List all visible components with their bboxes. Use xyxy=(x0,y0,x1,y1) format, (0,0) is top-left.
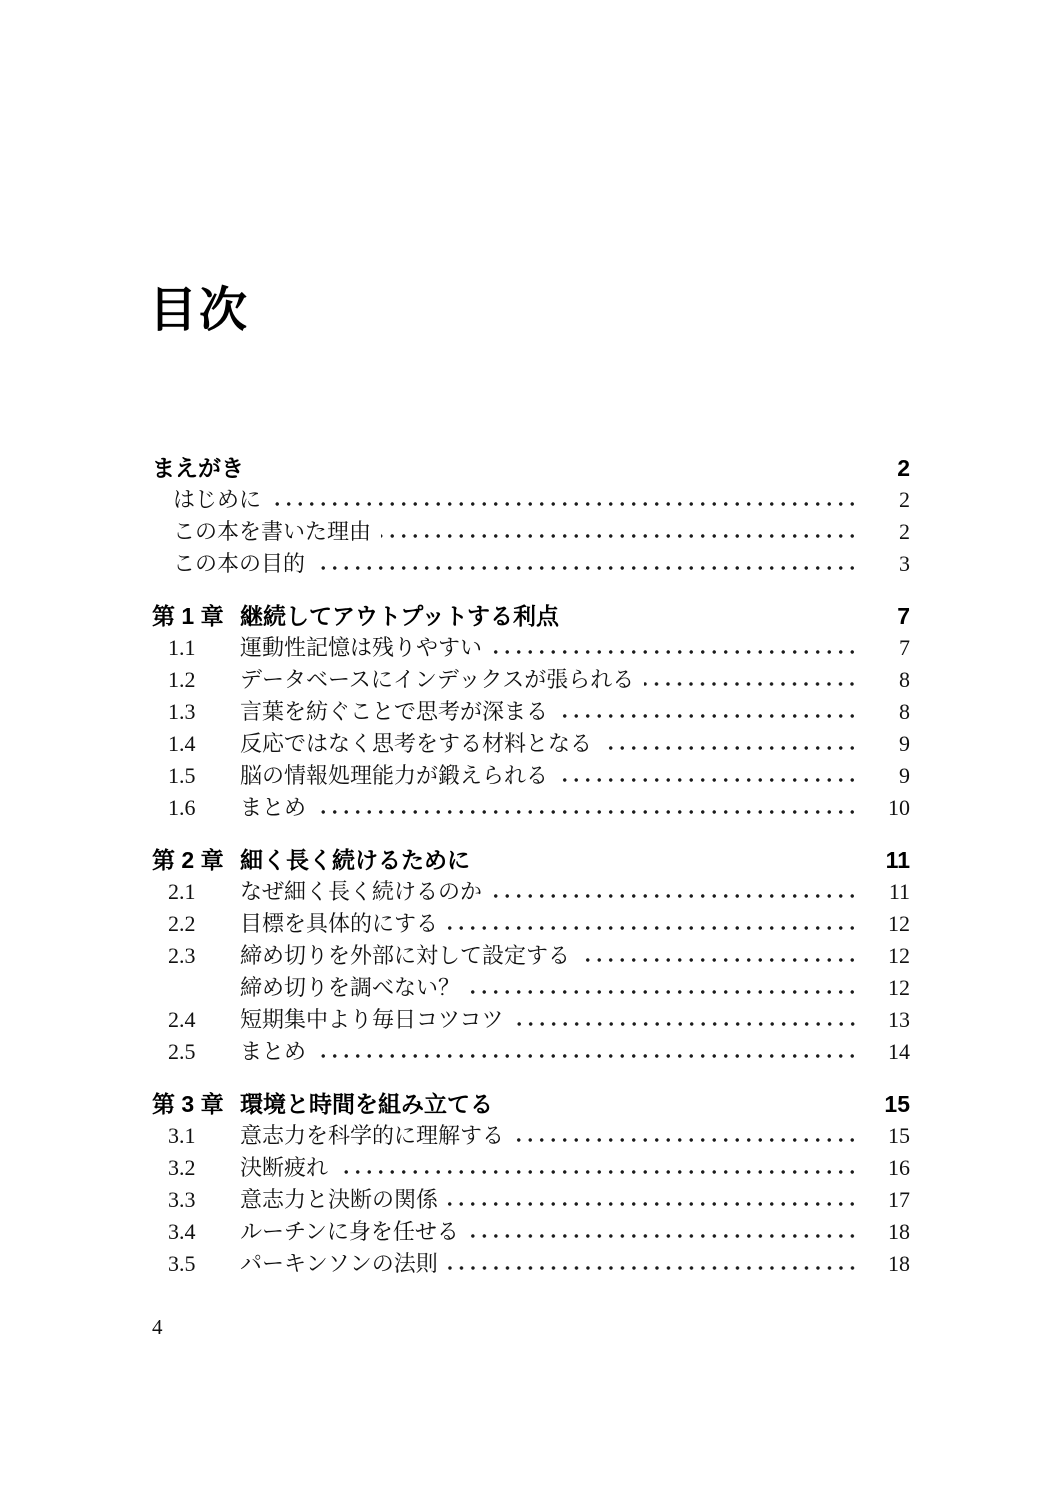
toc-entry xyxy=(152,1248,910,1280)
entry-page-number: 13 xyxy=(888,1007,910,1032)
leader-dots xyxy=(602,728,860,760)
entry-number: 1.4 xyxy=(168,731,196,756)
chapter-page-number: 2 xyxy=(897,455,910,481)
entry-title: 締め切りを調べない？ xyxy=(240,975,461,1000)
toc-group xyxy=(152,600,910,824)
entry-page-number: 2 xyxy=(899,487,910,512)
entry-title: なぜ細く長く続けるのか xyxy=(240,879,483,904)
leader-spacer xyxy=(470,844,874,876)
entry-page-number: 14 xyxy=(888,1039,910,1064)
leader-dots xyxy=(469,1216,860,1248)
entry-page-number: 3 xyxy=(899,551,910,576)
entry-number: 2.5 xyxy=(168,1039,196,1064)
entry-title: 短期集中より毎日コツコツ xyxy=(240,1007,504,1032)
toc-group xyxy=(152,1088,910,1280)
leader-dots xyxy=(271,484,860,516)
entry-title: 締め切りを外部に対して設定する xyxy=(240,943,571,968)
toc-entry xyxy=(152,1216,910,1248)
leader-dots xyxy=(448,908,860,940)
leader-dots xyxy=(492,632,860,664)
chapter-label: 第 3 章 xyxy=(152,1091,224,1117)
entry-title: 反応ではなく思考をする材料となる xyxy=(240,731,593,756)
chapter-page-number: 15 xyxy=(884,1091,910,1117)
entry-page-number: 10 xyxy=(888,795,910,820)
page-title: 目次 xyxy=(149,284,250,337)
entry-page-number: 8 xyxy=(899,667,910,692)
chapter-label: 第 1 章 xyxy=(152,603,224,629)
entry-title: ルーチンに身を任せる xyxy=(240,1219,459,1244)
entry-number: 2.3 xyxy=(168,943,196,968)
leader-dots xyxy=(316,1036,860,1068)
leader-spacer xyxy=(493,1088,874,1120)
toc-entry xyxy=(152,1004,910,1036)
entry-title: 意志力と決断の関係 xyxy=(240,1187,439,1212)
leader-dots xyxy=(448,1184,860,1216)
entry-number: 3.5 xyxy=(168,1251,196,1276)
leader-dots xyxy=(470,972,860,1004)
toc-entry xyxy=(152,940,910,972)
entry-number: 3.2 xyxy=(168,1155,196,1180)
entry-title: この本を書いた理由 xyxy=(173,519,372,544)
entry-title: 目標を具体的にする xyxy=(240,911,439,936)
entry-number xyxy=(152,972,240,1004)
leader-spacer xyxy=(244,452,874,484)
entry-number: 2.1 xyxy=(168,879,196,904)
toc-group xyxy=(152,844,910,1068)
entry-number: 3.3 xyxy=(168,1187,196,1212)
entry-number: 1.2 xyxy=(168,667,196,692)
entry-title: 脳の情報処理能力が鍛えられる xyxy=(240,763,549,788)
toc-group xyxy=(152,452,910,580)
toc-entry xyxy=(152,664,910,696)
toc-chapter-heading xyxy=(152,452,910,484)
entry-number: 1.1 xyxy=(168,635,196,660)
entry-page-number: 11 xyxy=(888,879,910,904)
toc-entry xyxy=(152,1036,910,1068)
entry-number: 1.5 xyxy=(168,763,196,788)
leader-dots xyxy=(381,516,860,548)
toc-entry xyxy=(152,696,910,728)
entry-number: 2.2 xyxy=(168,911,196,936)
toc-entry xyxy=(152,1152,910,1184)
toc-entry xyxy=(152,548,910,580)
entry-page-number: 15 xyxy=(888,1123,910,1148)
chapter-label: まえがき xyxy=(152,455,244,481)
chapter-page-number: 7 xyxy=(897,603,910,629)
toc-entry xyxy=(152,876,910,908)
leader-dots xyxy=(315,548,860,580)
toc-list xyxy=(152,452,910,1280)
leader-dots xyxy=(580,940,860,972)
entry-title: 運動性記憶は残りやすい xyxy=(240,635,483,660)
entry-page-number: 9 xyxy=(899,763,910,788)
leader-dots xyxy=(644,664,860,696)
entry-page-number: 12 xyxy=(888,911,910,936)
entry-title: 意志力を科学的に理解する xyxy=(240,1123,505,1148)
toc-chapter-heading xyxy=(152,1088,910,1120)
leader-dots xyxy=(558,760,860,792)
entry-title: 決断疲れ xyxy=(240,1155,329,1180)
toc-entry xyxy=(152,792,910,824)
entry-page-number: 2 xyxy=(899,519,910,544)
leader-dots xyxy=(316,792,860,824)
leader-dots xyxy=(514,1120,860,1152)
toc-entry xyxy=(152,516,910,548)
entry-number: 1.3 xyxy=(168,699,196,724)
chapter-title: 細く長く続けるために xyxy=(240,847,470,873)
entry-title: パーキンソンの法則 xyxy=(240,1251,438,1276)
entry-title: 言葉を紡ぐことで思考が深まる xyxy=(240,699,549,724)
entry-page-number: 18 xyxy=(888,1251,910,1276)
chapter-title: 環境と時間を組み立てる xyxy=(240,1091,493,1117)
entry-page-number: 12 xyxy=(888,943,910,968)
toc-entry xyxy=(152,908,910,940)
toc-entry xyxy=(152,728,910,760)
footer-page-number: 4 xyxy=(152,1315,163,1339)
toc-chapter-heading xyxy=(152,844,910,876)
toc-entry xyxy=(152,1120,910,1152)
toc-entry xyxy=(152,972,910,1004)
leader-dots xyxy=(492,876,860,908)
toc-chapter-heading xyxy=(152,600,910,632)
entry-page-number: 7 xyxy=(899,635,910,660)
leader-spacer xyxy=(559,600,874,632)
entry-title: データベースにインデックスが張られる xyxy=(240,667,635,692)
toc-entry xyxy=(152,760,910,792)
toc-entry xyxy=(152,1184,910,1216)
entry-page-number: 9 xyxy=(899,731,910,756)
leader-dots xyxy=(448,1248,860,1280)
entry-page-number: 18 xyxy=(888,1219,910,1244)
entry-page-number: 16 xyxy=(888,1155,910,1180)
leader-dots xyxy=(514,1004,860,1036)
leader-dots xyxy=(338,1152,860,1184)
entry-number: 1.6 xyxy=(168,795,196,820)
toc-entry xyxy=(152,632,910,664)
entry-number: 3.4 xyxy=(168,1219,196,1244)
entry-page-number: 12 xyxy=(888,975,910,1000)
entry-title: はじめに xyxy=(173,487,262,512)
entry-page-number: 17 xyxy=(888,1187,910,1212)
entry-title: この本の目的 xyxy=(173,551,306,576)
entry-number: 2.4 xyxy=(168,1007,196,1032)
entry-title: まとめ xyxy=(240,1039,307,1064)
leader-dots xyxy=(558,696,860,728)
entry-page-number: 8 xyxy=(899,699,910,724)
chapter-label: 第 2 章 xyxy=(152,847,224,873)
chapter-page-number: 11 xyxy=(885,847,910,873)
chapter-title: 継続してアウトプットする利点 xyxy=(240,603,560,629)
entry-title: まとめ xyxy=(240,795,307,820)
entry-number: 3.1 xyxy=(168,1123,196,1148)
toc-entry xyxy=(152,484,910,516)
